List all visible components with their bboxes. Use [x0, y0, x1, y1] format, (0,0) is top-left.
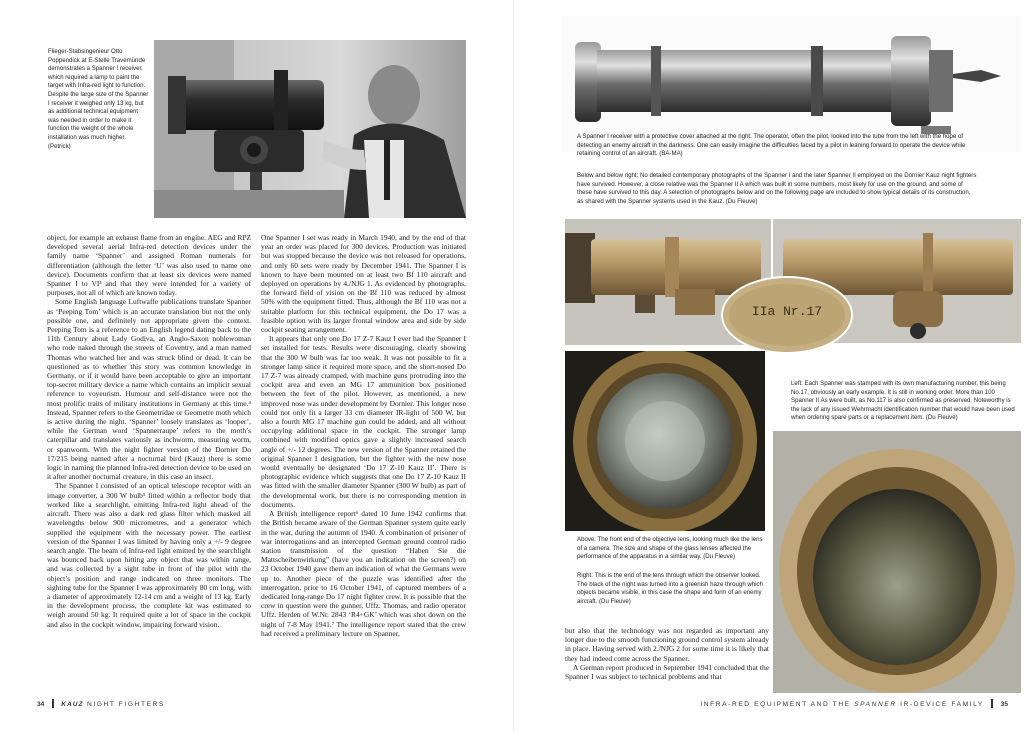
- right-bottom-column: [565, 626, 769, 681]
- eyepiece-lens-photo: [773, 431, 1021, 693]
- caption-text: Right: This is the end of the lens through which the observer looked. The black of the night was turned into a greenish haze through which objects became visible, in this case the shape and form of an enemy aircraft. (Du Fleuve): [577, 572, 763, 605]
- mid-caption: [577, 172, 977, 209]
- caption-text: Left: Each Spanner was stamped with its own manufacturing number, this being No.17, obviously an early example. It is still in working order. More than 100 Spanner II As were built, as No.117 is also confirmed as preserved. Noteworthy is the lack of any issued Wehrmacht identification number that would have been used when ordering spare parts or a replacement item. (Du Fleuve): [791, 380, 1015, 422]
- stamp-caption: [791, 380, 1017, 426]
- right-page: [515, 0, 1030, 732]
- poppendick-photo: [154, 40, 466, 218]
- paragraph: The Spanner I consisted of an optical telescope receptor with an image converter, a 300 W bulb⁵ fitted within a reflector body that worked like a searchlight, emitting Infra-red light ahead of the aircraft. There was also a dark red glass filter which masked all wavelengths below 900 micrometres, and a generator which supplied the equipment with the necessary power. The earliest version of the Spanner I was limited by having only a +/- 9 degree search angle. The beam of Infra-red light emitted by the searchlight was bounced back upon hitting any object that was within range, and was collected by a sight tube in front of the pilot with the object’s position and range indicated on three monitors. The sighting tube for the Spanner I was approximately 80 cm long, with a diameter of approximately 12-14 cm and a weight of 13 kg. Early in the development process, the complete kit was estimated to weigh around 50 kg. It required quite a lot of space in the cockpit and also in the cockpit window, impairing forward vision.: [47, 481, 251, 629]
- caption-text: Flieger-Stabsingenieur Otto Poppendick at E-Stelle Travemünde demonstrates a Spanner I receiver, which required a lamp to paint the target with Infra-red light to function. Despite the large size of the Spanner I receiver it weighed only 13 kg, but as additional technical equipment was needed in order to make it function the weight of the whole installation was much higher. (Petrick): [48, 48, 149, 150]
- footer-divider: [52, 699, 54, 708]
- stamp-closeup-photo: [723, 278, 851, 352]
- left-column-1: [47, 233, 251, 629]
- chapter-title-c: IR-DEVICE FAMILY: [900, 701, 984, 708]
- chapter-title-a: INFRA-RED EQUIPMENT AND THE: [700, 701, 851, 708]
- right-footer: [700, 699, 1008, 708]
- paragraph: One Spanner I set was ready in March 1940, and by the end of that year an order was placed for 300 devices. Production was initiated but was stopped because the device was not released for operations, and only 60 sets were ready by December 1941. The Spanner I is known to have been mounted on at least two Bf 110 aircraft and deployed on operations by 4./NJG 1. As evidenced by photographs, the forward field of vision on the Bf 110 was reduced by almost 50% with the equipment fitted. Thus, although the Bf 110 was not a suitable platform for this technical equipment, the Do 17 was a feasible option with its larger frontal window area and side by side cockpit seating arrangement.: [261, 233, 466, 335]
- left-footer: [37, 699, 165, 708]
- paragraph: A British intelligence report⁶ dated 10 June 1942 confirms that the British became aware of the German Spanner system quite early in the war, during the autumn of 1940. A combination of prisoner of war interrogations and an intercepted German ground control radio station transmission of the question “Haben Sie die Mattscheibenwirkung” (have you an indication on the screen?) on 23 October 1940 gave them an indication of what the Germans were up to. Another piece of the puzzle was identified after the interrogation, prior to 16 October 1941, of captured members of a dedicated long-range Do 17 night fighter crew. It is possible that the crew in question were the gunner, Uffz. Thomas, and radio operator Uffz. Herden of W.Nr. 2843 ‘R4+GK’ which was shot down on the night of 7-8 May 1941.⁷ The intelligence report stated that the crew had received a preliminary lecture on Spanner,: [261, 509, 466, 638]
- left-column-2: [261, 233, 466, 638]
- caption-text: Below and below right: No detailed contemporary photographs of the Spanner I and the later Spanner II employed on the Dornier Kauz night fighters have survived. However, a close relative was the Spanner II A which was built in some numbers, most likely for use on the ground, and some of these have survived to this day. A selection of photographs below and on the following page are included to show typical details of its construction, as shared with the Spanner systems used in the Kauz. (Du Fleuve): [577, 172, 977, 205]
- footer-divider: [991, 699, 993, 708]
- lens-caption-right: [577, 572, 769, 609]
- caption-text: Above: The front end of the objective lens, looking much like the lens of a camera. The size and shape of the glass lenses affected the performance of the apparatus in a similar way. (Du Fleuve): [577, 536, 763, 561]
- poppendick-caption: [48, 48, 150, 154]
- series-name: KAUZ: [61, 701, 84, 708]
- paragraph: object, for example an exhaust flame from an engine. AEG and RPZ developed several aerial Infra-red detection devices under the family name ‘Spanner’ and assigned Roman numerals for differentiation (although the letter ‘U’ was also used to name one device). Documents confirm that at least six devices were named Spanner I to VI³ and that they were intended for a variety of purposes, not all of which are known today.: [47, 233, 251, 298]
- caption-text: A Spanner I receiver with a protective cover attached at the right. The operator, often the pilot, looked into the tube from the left with the hope of detecting an enemy aircraft in the darkness. One can easily imagine the difficulties faced by a pilot in leaning forward to operate the device while retaining control of an aircraft. (BA-MA): [577, 133, 966, 158]
- lens-caption-above: [577, 536, 769, 565]
- top-caption: [577, 133, 977, 162]
- paragraph: Some English language Luftwaffe publications translate Spanner as ‘Peeping Tom’ which is an accurate translation but not the only possible one, and definitely not appropriate given the context. Peeping Tom is a reference to an English legend dating back to the 11th Century about Lady Godiva, an Anglo-Saxon noblewoman who rode naked through the streets of Coventry, and a man named Thomas who watched her and was struck blind or dead. It can be questioned as to whether this story was common knowledge in Germany, or if it would have been acceptable to give an important top-secret military device a name which contains an implicit sexual reference to voyeurism. Humour and self-distance were not the most prolific traits of military institutions in Germany at this time.⁴ Instead, Spanner refers to the Geometridae or Geometre moth which is active during the night. ‘Spanner’ loosely translates as ‘looper’, while the German word ‘Spannerraupe’ refers to the moth’s caterpillar and translates variously as inchworm, measuring worm, or spanworm. With the night fighter version of the Dornier Do 17/215 being named after a nocturnal bird (Kauz) there is some logic in naming the planned Infra-red detection device to be used on it after another nocturnal creature, in this case an insect.: [47, 297, 251, 482]
- paragraph: but also that the technology was not regarded as important any longer due to the smooth functioning ground control system already in place. Having served with 2./NJG 2 for some time it is likely that they had indeed come across the Spanner.: [565, 626, 769, 663]
- page-number: 35: [1000, 701, 1008, 708]
- page-number: 34: [37, 701, 45, 708]
- objective-lens-photo: [565, 351, 765, 531]
- paragraph: A German report produced in September 1941 concluded that the Spanner I was subject to technical problems and that: [565, 662, 769, 682]
- spanner-receiver-photo: [561, 16, 1021, 152]
- stamp-text: IIa Nr.17: [751, 304, 823, 319]
- chapter-title-b: SPANNER: [854, 701, 897, 708]
- series-title: NIGHT FIGHTERS: [86, 701, 165, 708]
- paragraph: It appears that only one Do 17 Z-7 Kauz I ever had the Spanner I set installed for tests. Results were discouraging, clearly showing that the 300 W bulb was far too weak. It was not possible to fit a stronger lamp since it required more space, and the short-nosed Do 17 Z-7 was already cramped, with machine guns protruding into the cockpit area and even an MG 17 ammunition box positioned between the feet of the pilot. However, as mentioned, a new improved nose was under development by Dornier. This longer nose could not only fit a larger 33 cm diameter IR-light of 500 W, but also a fourth MG 17 machine gun could be added, and all without occupying additional space in the cockpit. The stronger lamp combined with modified optics gave a slightly increased search angle of +/- 12 degrees. The new version of the Spanner retained the original Spanner I designation, but the fighter with the new nose would eventually be designated ‘Do 17 Z-10 Kauz II’. There is photographic evidence which suggests that one Do 17 Z-10 Kauz II was fitted with the smaller diameter Spanner (300 W bulb) as part of the developmental work, but there is no corresponding mention in documents.: [261, 334, 466, 509]
